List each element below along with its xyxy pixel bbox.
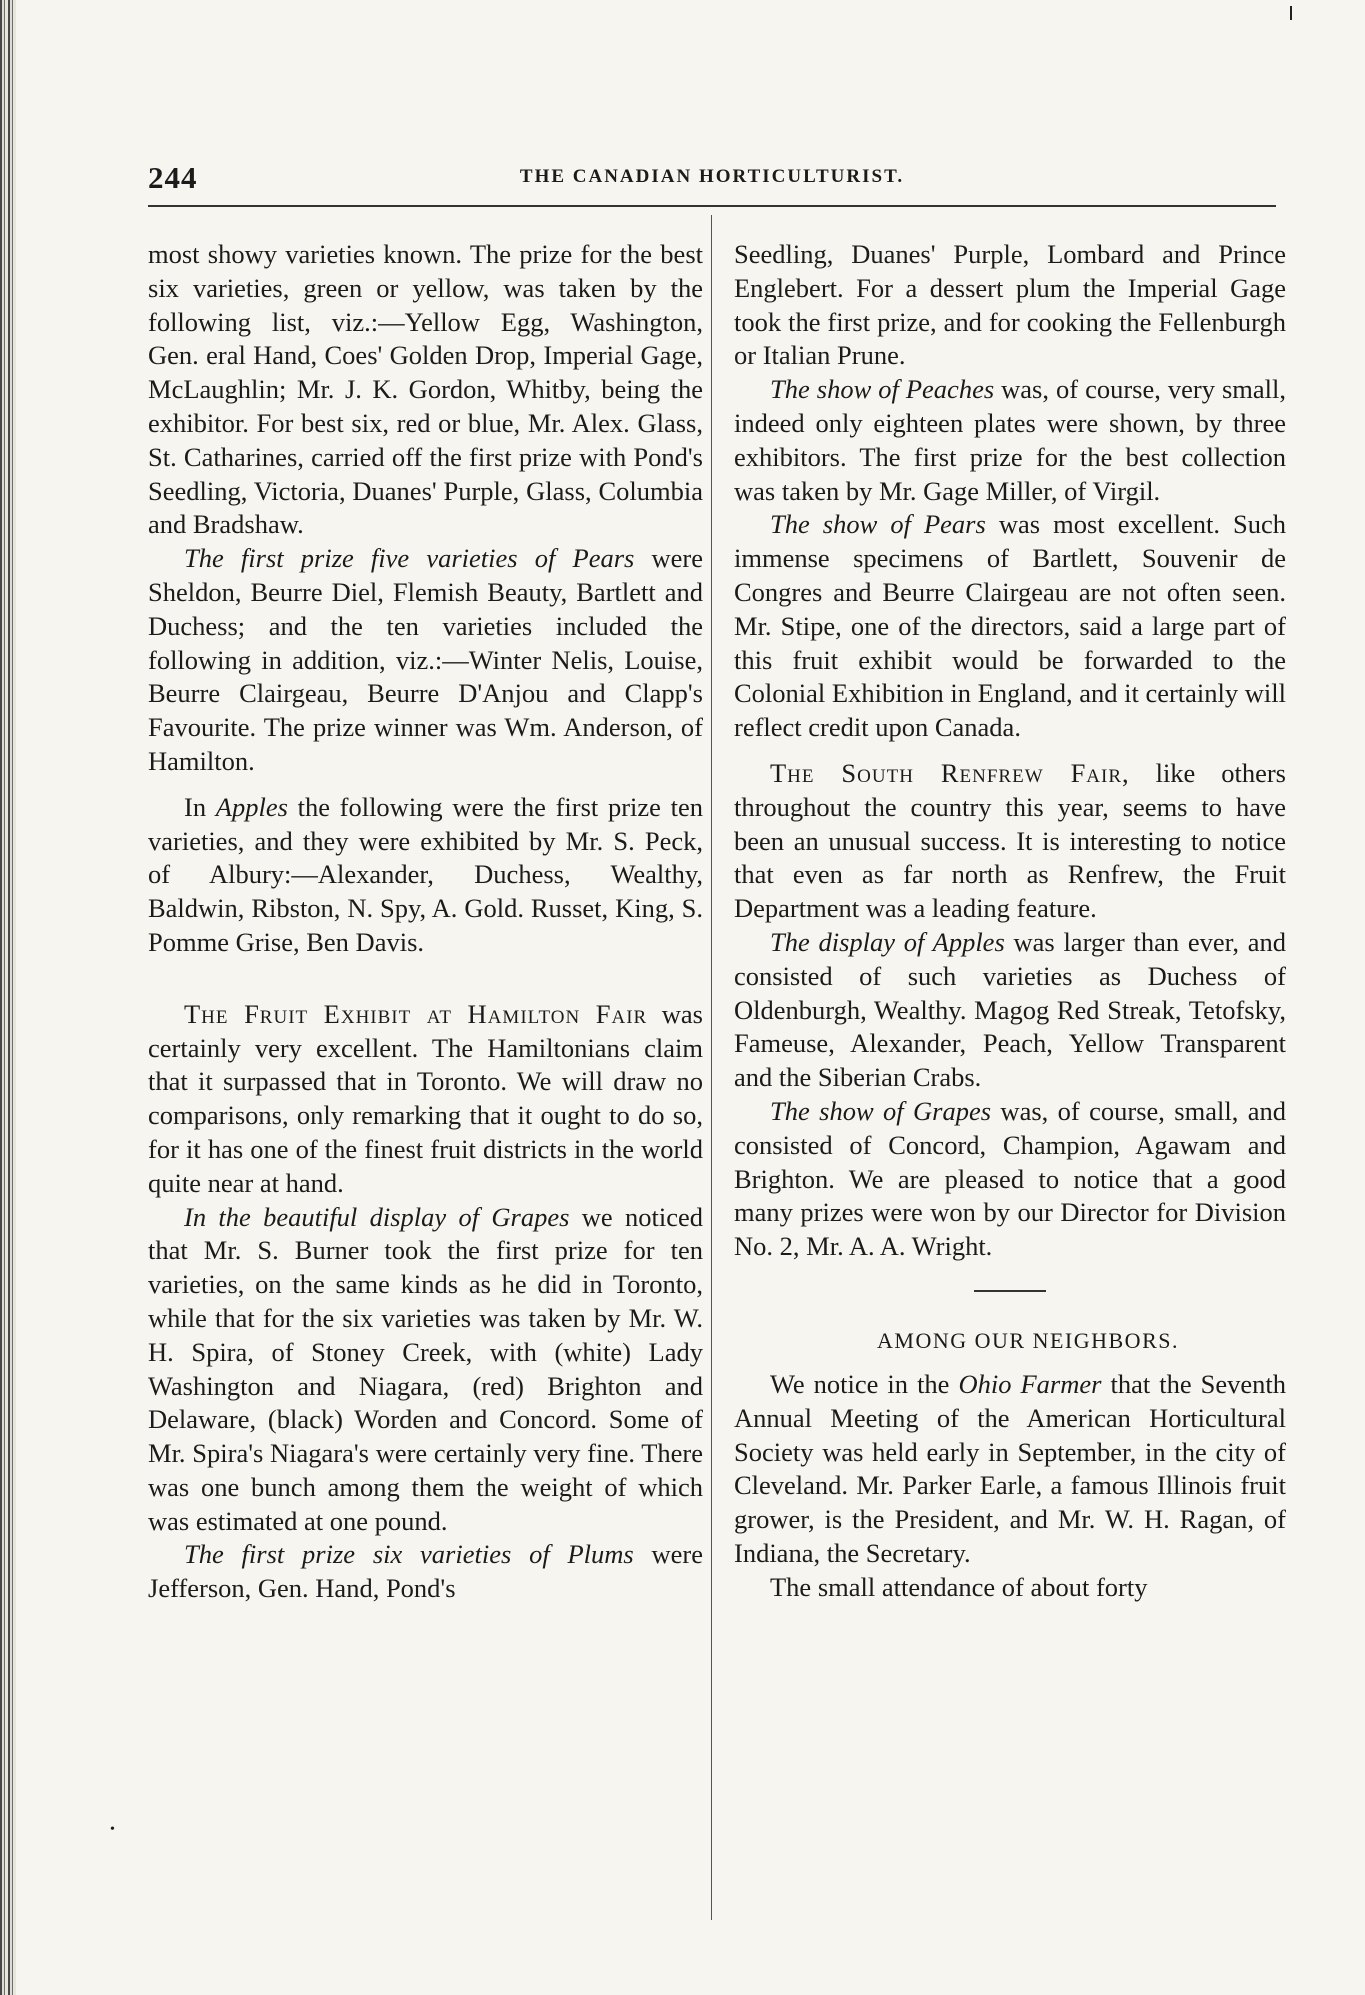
italic-publication: Ohio Farmer [958,1368,1102,1399]
italic-lead: The first prize six varieties of Plums [184,1539,634,1570]
italic-lead: The display of Apples [770,926,1005,957]
italic-lead: In the beautiful display of Grapes [184,1201,570,1232]
paragraph-apples: In Apples the following were the first prize ten varieties, and they were exhibited by Mr. S. Peck, of Albury:—Alexander, Duchess, Wealthy, Baldwin, Ribston, N. Spy, A. Gold. Russet, King, S. Pomme Grise, Ben Davis. [148,791,703,957]
section-title: AMONG OUR NEIGHBORS. [877,1327,1179,1353]
running-title: THE CANADIAN HORTICULTURIST. [519,166,905,187]
paragraph-attendance: The small attendance of about forty [770,1571,1148,1602]
column-divider [711,215,712,1920]
left-column [148,238,703,1606]
section-rule [974,1290,1046,1292]
paragraph-peaches: The show of Peaches was, of course, very small, indeed only eighteen plates were shown, by three exhibitors. The first prize for the best collection was taken by Mr. Gage Miller, of Virgil. [734,374,1286,506]
paragraph-pears-show: The show of Pears was most excellent. Such immense specimens of Bartlett, Souvenir de Congres and Beurre Clairgeau are not often seen. Mr. Stipe, one of the directors, said a large part of this fruit exhibit would be forwarded to the Colonial Exhibition in England, and it certainly will reflect credit upon Canada. [734,509,1286,743]
paragraph-ohio-farmer: We notice in the Ohio Farmer that the Seventh Annual Meeting of the American Horticultural Society was held early in September, in the city of Cleveland. Mr. Parker Earle, a famous Illinois fruit grower, is the President, and Mr. W. H. Ragan, of Indiana, the Secretary. [734,1368,1286,1568]
paragraph-grapes: In the beautiful display of Grapes we noticed that Mr. S. Burner took the first prize for ten varieties, on the same kinds as he did in Toronto, while that for the six varieties was taken by Mr. W. H. Spira, of Stoney Creek, with (white) Lady Washington and Niagara, (red) Brighton and Delaware, (black) Worden and Concord. Some of Mr. Spira's Niagara's were certainly very fine. There was one bunch among them the weight of which was estimated at one pound. [148,1201,703,1536]
page-binding-edge [0,0,16,1995]
section-lead: The Fruit Exhibit at Hamilton Fair [184,998,648,1029]
paragraph-plums-continued: most showy varieties known. The prize for the best six varieties, green or yellow, was taken by the following list, viz.:—Yellow Egg, Washington, Gen. eral Hand, Coes' Golden Drop, Imperial Gage, McLaughlin; Mr. J. K. Gordon, Whitby, being the exhibitor. For best six, red or blue, Mr. Alex. Glass, St. Catharines, carried off the first prize with Pond's Seedling, Victoria, Duanes' Purple, Glass, Columbia and Bradshaw. [148,239,703,540]
paragraph-grapes-show: The show of Grapes was, of course, small, and consisted of Concord, Champion, Agawam and Brighton. We are pleased to notice that a good many prizes were won by our Director for Division No. 2, Mr. A. A. Wright. [734,1095,1286,1262]
italic-lead: The show of Grapes [770,1095,992,1126]
right-column [734,238,1286,1604]
paragraph-plums-end: Seedling, Duanes' Purple, Lombard and Prince Englebert. For a dessert plum the Imperial Gage took the first prize, and for cooking the Fellenburgh or Italian Prune. [734,239,1286,371]
paragraph-plums: The first prize six varieties of Plums were Jefferson, Gen. Hand, Pond's [148,1539,703,1604]
paragraph-hamilton-fair: The Fruit Exhibit at Hamilton Fair was certainly very excellent. The Hamiltonians claim that it surpassed that in Toronto. We will draw no comparisons, only remarking that it ought to do so, for it has one of the finest fruit districts in the world quite near at hand. [148,998,703,1198]
italic-lead: The show of Pears [770,509,986,540]
margin-dot: • [110,1822,115,1837]
page-number: 244 [148,160,198,195]
paragraph-apples-display: The display of Apples was larger than ever, and consisted of such varieties as Duchess of Oldenburgh, Wealthy. Magog Red Streak, Tetofsky, Fameuse, Alexander, Peach, Yellow Transparent and the Siberian Crabs. [734,926,1286,1093]
section-lead: The South Renfrew Fair, [770,757,1130,788]
paragraph-pears: The first prize five varieties of Pears were Sheldon, Beurre Diel, Flemish Beauty, Bartlett and Duchess; and the ten varieties included the following in addition, viz.:—Winter Nelis, Louise, Beurre Clairgeau, Beurre D'Anjou and Clapp's Favourite. The prize winner was Wm. Anderson, of Hamilton. [148,543,703,776]
italic-lead: Apples [215,791,288,822]
paragraph-south-renfrew: The South Renfrew Fair, like others throughout the country this year, seems to have been an unusual success. It is interesting to notice that even as far north as Renfrew, the Fruit Department was a leading feature. [734,757,1286,924]
header-rule [148,205,1276,207]
top-edge-mark [1290,6,1292,20]
italic-lead: The first prize five varieties of Pears [184,543,635,574]
page-header [148,160,1276,200]
italic-lead: The show of Peaches [770,374,995,405]
